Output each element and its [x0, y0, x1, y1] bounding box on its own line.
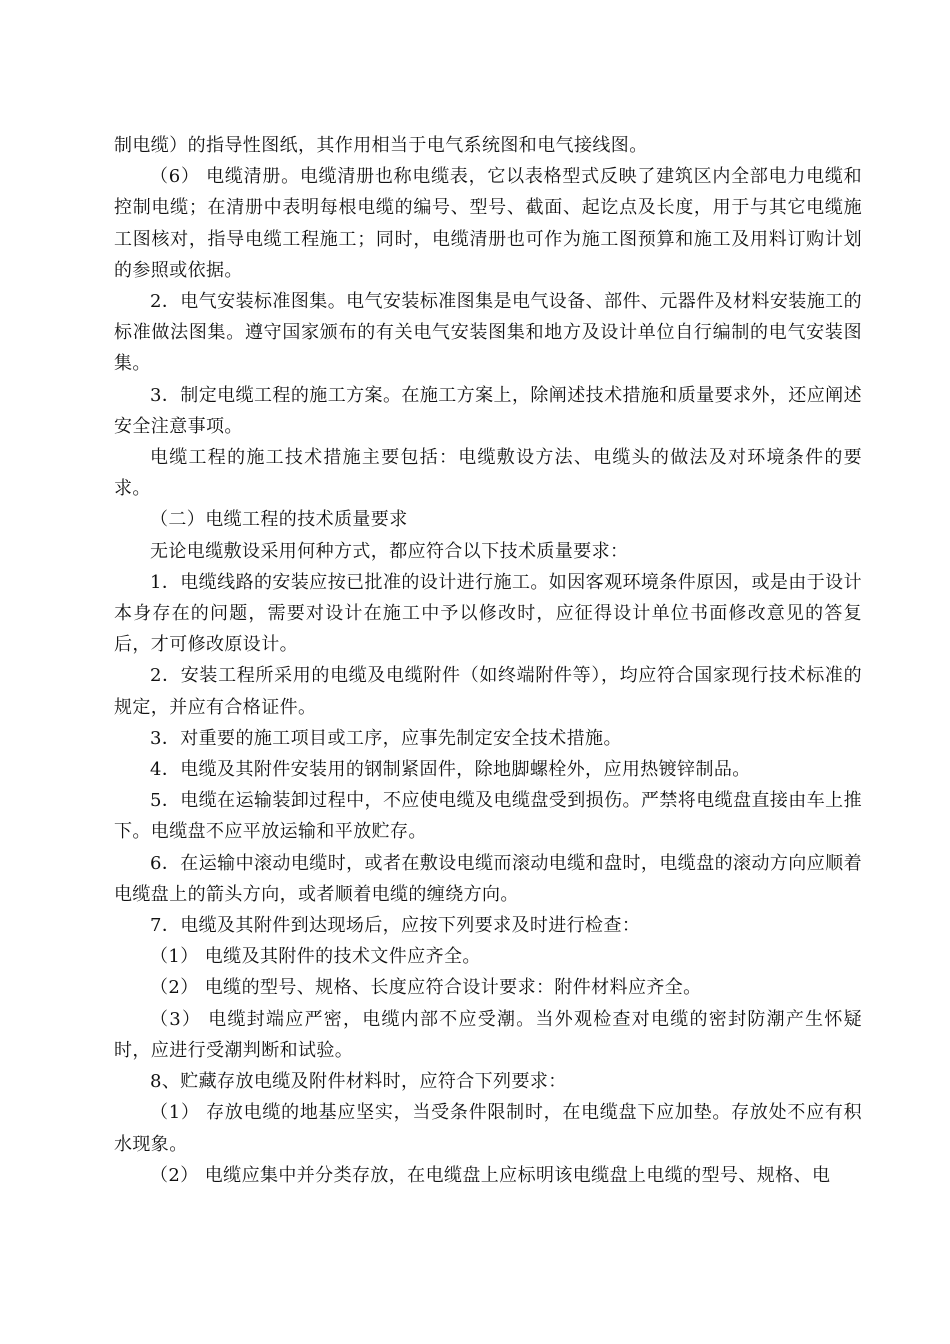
requirement-item-7-sub-1: （1） 电缆及其附件的技术文件应齐全。 [150, 946, 481, 968]
paragraph-construction-plan: 3．制定电缆工程的施工方案。在施工方案上，除阐述技术措施和质量要求外，还应阐述安全注意事项。 [114, 384, 862, 437]
requirement-item-7-sub-2: （2） 电缆的型号、规格、长度应符合设计要求：附件材料应齐全。 [150, 977, 702, 999]
requirement-item-5: 5．电缆在运输装卸过程中，不应使电缆及电缆盘受到损伤。严禁将电缆盘直接由车上推下。电缆盘不应平放运输和平放贮存。 [114, 790, 862, 843]
section-heading-quality-requirements: （二）电缆工程的技术质量要求 [150, 509, 408, 531]
document-page [114, 130, 862, 1191]
paragraph-standard-atlas: 2．电气安装标准图集。电气安装标准图集是电气设备、部件、元器件及材料安装施工的标准做法图集。遵守国家颁布的有关电气安装图集和地方及设计单位自行编制的电气安装图集。 [114, 291, 862, 375]
requirement-item-8-sub-1: （1） 存放电缆的地基应坚实，当受条件限制时，在电缆盘下应加垫。存放处不应有积水现象。 [114, 1102, 862, 1155]
requirement-item-8: 8、贮藏存放电缆及附件材料时，应符合下列要求： [150, 1071, 567, 1093]
requirement-item-4: 4．电缆及其附件安装用的钢制紧固件，除地脚螺栓外，应用热镀锌制品。 [150, 759, 751, 781]
requirement-item-1: 1．电缆线路的安装应按已批准的设计进行施工。如因客观环境条件原因，或是由于设计本身存在的问题，需要对设计在施工中予以修改时，应征得设计单位书面修改意见的答复后，才可修改原设计。 [114, 571, 862, 656]
paragraph-continuation: 制电缆）的指导性图纸，其作用相当于电气系统图和电气接线图。 [114, 135, 648, 156]
requirement-item-3: 3．对重要的施工项目或工序，应事先制定安全技术措施。 [150, 727, 622, 749]
paragraph-technical-measures: 电缆工程的施工技术措施主要包括：电缆敷设方法、电缆头的做法及对环境条件的要求。 [114, 447, 862, 500]
requirement-item-6: 6．在运输中滚动电缆时，或者在敷设电缆而滚动电缆和盘时，电缆盘的滚动方向应顺着电缆盘上的箭头方向，或者顺着电缆的缠绕方向。 [114, 852, 862, 905]
paragraph-cable-list: （6） 电缆清册。电缆清册也称电缆表，它以表格型式反映了建筑区内全部电力电缆和控制电缆；在清册中表明每根电缆的编号、型号、截面、起讫点及长度，用于与其它电缆施工图核对，指导电缆工程施工；同时，电缆清册也可作为施工图预算和施工及用料订购计划的参照或依据。 [114, 166, 862, 281]
paragraph-quality-intro: 无论电缆敷设采用何种方式，都应符合以下技术质量要求： [150, 540, 629, 562]
requirement-item-2: 2．安装工程所采用的电缆及电缆附件（如终端附件等），均应符合国家现行技术标准的规定，并应有合格证件。 [114, 665, 862, 718]
requirement-item-8-sub-2: （2） 电缆应集中并分类存放，在电缆盘上应标明该电缆盘上电缆的型号、规格、电 [150, 1164, 831, 1186]
requirement-item-7-sub-3: （3） 电缆封端应严密，电缆内部不应受潮。当外观检查对电缆的密封防潮产生怀疑时，应进行受潮判断和试验。 [114, 1008, 862, 1061]
requirement-item-7: 7．电缆及其附件到达现场后，应按下列要求及时进行检查： [150, 915, 641, 937]
